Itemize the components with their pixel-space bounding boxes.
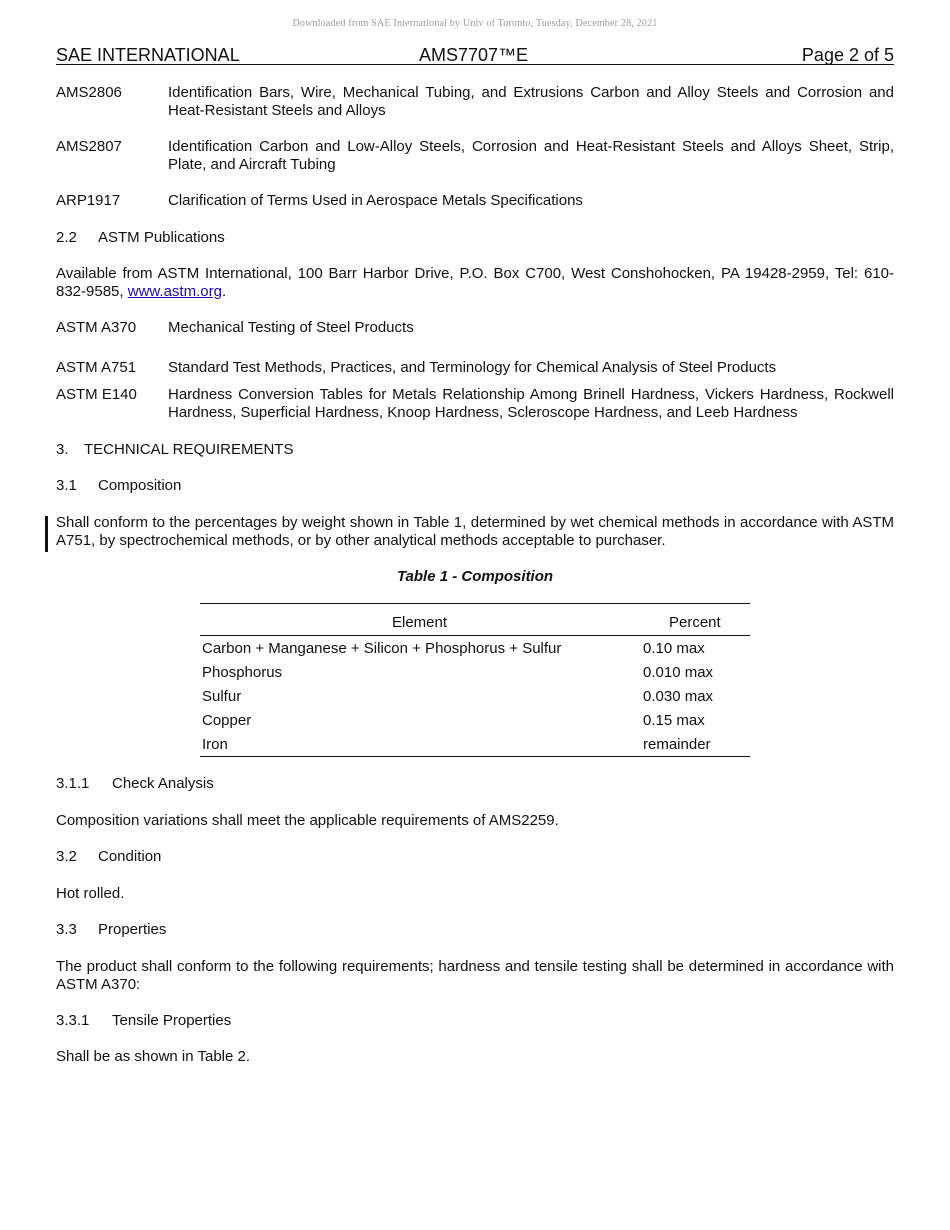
section-heading-2-2 xyxy=(56,229,894,247)
reference-title: Standard Test Methods, Practices, and Terminology for Chemical Analysis of Steel Products xyxy=(168,359,777,376)
reference-item xyxy=(56,359,894,377)
page-header xyxy=(56,44,894,65)
section-title: Check Analysis xyxy=(112,775,214,792)
table-cell-element: Iron xyxy=(202,736,228,753)
table-row xyxy=(200,708,750,732)
download-watermark: Downloaded from SAE International by Univ of Toronto, Tuesday, December 28, 2021 xyxy=(292,18,658,29)
reference-code: ASTM E140 xyxy=(56,386,137,403)
section-title: TECHNICAL REQUIREMENTS xyxy=(84,441,294,458)
table-cell-element: Phosphorus xyxy=(202,664,283,681)
reference-item xyxy=(56,84,894,120)
astm-availability-paragraph: Available from ASTM International, 100 Barr Harbor Drive, P.O. Box C700, West Conshohocken, PA 19428-2959, Tel: 610-832-9585, www.astm.org. xyxy=(56,265,894,300)
section-heading-3 xyxy=(56,441,894,459)
table-cell-element: Sulfur xyxy=(202,688,242,705)
table-header-percent: Percent xyxy=(669,614,721,631)
table-cell-percent: remainder xyxy=(643,736,711,753)
table-1-caption: Table 1 - Composition xyxy=(396,568,554,585)
reference-item xyxy=(56,138,894,174)
table-cell-percent: 0.10 max xyxy=(643,640,705,657)
table-cell-element: Copper xyxy=(202,712,252,729)
section-number: 3.1.1 xyxy=(56,775,90,792)
section-number: 2.2 xyxy=(56,229,77,246)
header-doc-number: AMS7707™E xyxy=(419,45,529,65)
table-row xyxy=(200,636,750,660)
section-title: Condition xyxy=(98,848,162,865)
reference-code: AMS2806 xyxy=(56,84,122,101)
astm-website-link[interactable]: www.astm.org xyxy=(127,283,222,300)
table-row xyxy=(200,660,750,684)
properties-paragraph: The product shall conform to the following requirements; hardness and tensile testing shall be determined in accordance with ASTM A370: xyxy=(56,958,894,993)
section-title: Composition xyxy=(98,477,182,494)
condition-paragraph: Hot rolled. xyxy=(56,885,125,902)
reference-item xyxy=(56,386,894,422)
composition-table xyxy=(200,603,750,757)
section-number: 3.3.1 xyxy=(56,1012,90,1029)
table-header-row xyxy=(200,604,750,636)
reference-title: Identification Carbon and Low-Alloy Steels, Corrosion and Heat-Resistant Steels and Alloys Sheet, Strip, Plate, and Aircraft Tubing xyxy=(168,138,894,173)
revision-change-bar xyxy=(45,516,48,552)
section-number: 3.2 xyxy=(56,848,77,865)
section-heading-3-3-1 xyxy=(56,1012,894,1030)
section-number: 3. xyxy=(56,441,69,458)
table-header-element: Element xyxy=(392,614,448,631)
section-title: ASTM Publications xyxy=(98,229,225,246)
reference-title: Hardness Conversion Tables for Metals Relationship Among Brinell Hardness, Vickers Hardness, Rockwell Hardness, Superficial Hardness, Knoop Hardness, Scleroscope Hardness, and Leeb Hardness xyxy=(168,386,894,421)
reference-code: ASTM A370 xyxy=(56,319,137,336)
section-heading-3-1-1 xyxy=(56,775,894,793)
section-title: Properties xyxy=(98,921,167,938)
section-heading-3-1 xyxy=(56,477,894,495)
table-cell-percent: 0.030 max xyxy=(643,688,714,705)
section-number: 3.1 xyxy=(56,477,77,494)
table-row xyxy=(200,732,750,756)
reference-code: ARP1917 xyxy=(56,192,121,209)
reference-item xyxy=(56,319,894,337)
section-heading-3-2 xyxy=(56,848,894,866)
table-cell-percent: 0.15 max xyxy=(643,712,705,729)
check-analysis-paragraph: Composition variations shall meet the applicable requirements of AMS2259. xyxy=(56,812,559,829)
reference-code: ASTM A751 xyxy=(56,359,137,376)
reference-title: Clarification of Terms Used in Aerospace Metals Specifications xyxy=(168,192,583,209)
reference-item xyxy=(56,192,894,210)
reference-title: Identification Bars, Wire, Mechanical Tubing, and Extrusions Carbon and Alloy Steels and Corrosion and Heat-Resistant Steels and Alloys xyxy=(168,84,894,119)
header-page-number: Page 2 of 5 xyxy=(801,45,894,65)
reference-code: AMS2807 xyxy=(56,138,122,155)
table-cell-element: Carbon + Manganese + Silicon + Phosphorus + Sulfur xyxy=(202,640,562,657)
tensile-paragraph: Shall be as shown in Table 2. xyxy=(56,1048,251,1065)
table-row xyxy=(200,684,750,708)
header-org: SAE INTERNATIONAL xyxy=(56,45,240,65)
section-heading-3-3 xyxy=(56,921,894,939)
reference-title: Mechanical Testing of Steel Products xyxy=(168,319,414,336)
table-cell-percent: 0.010 max xyxy=(643,664,714,681)
section-title: Tensile Properties xyxy=(112,1012,232,1029)
section-number: 3.3 xyxy=(56,921,77,938)
composition-paragraph: Shall conform to the percentages by weight shown in Table 1, determined by wet chemical methods in accordance with ASTM A751, by spectrochemical methods, or by other analytical methods acceptable to purchaser. xyxy=(56,514,894,549)
